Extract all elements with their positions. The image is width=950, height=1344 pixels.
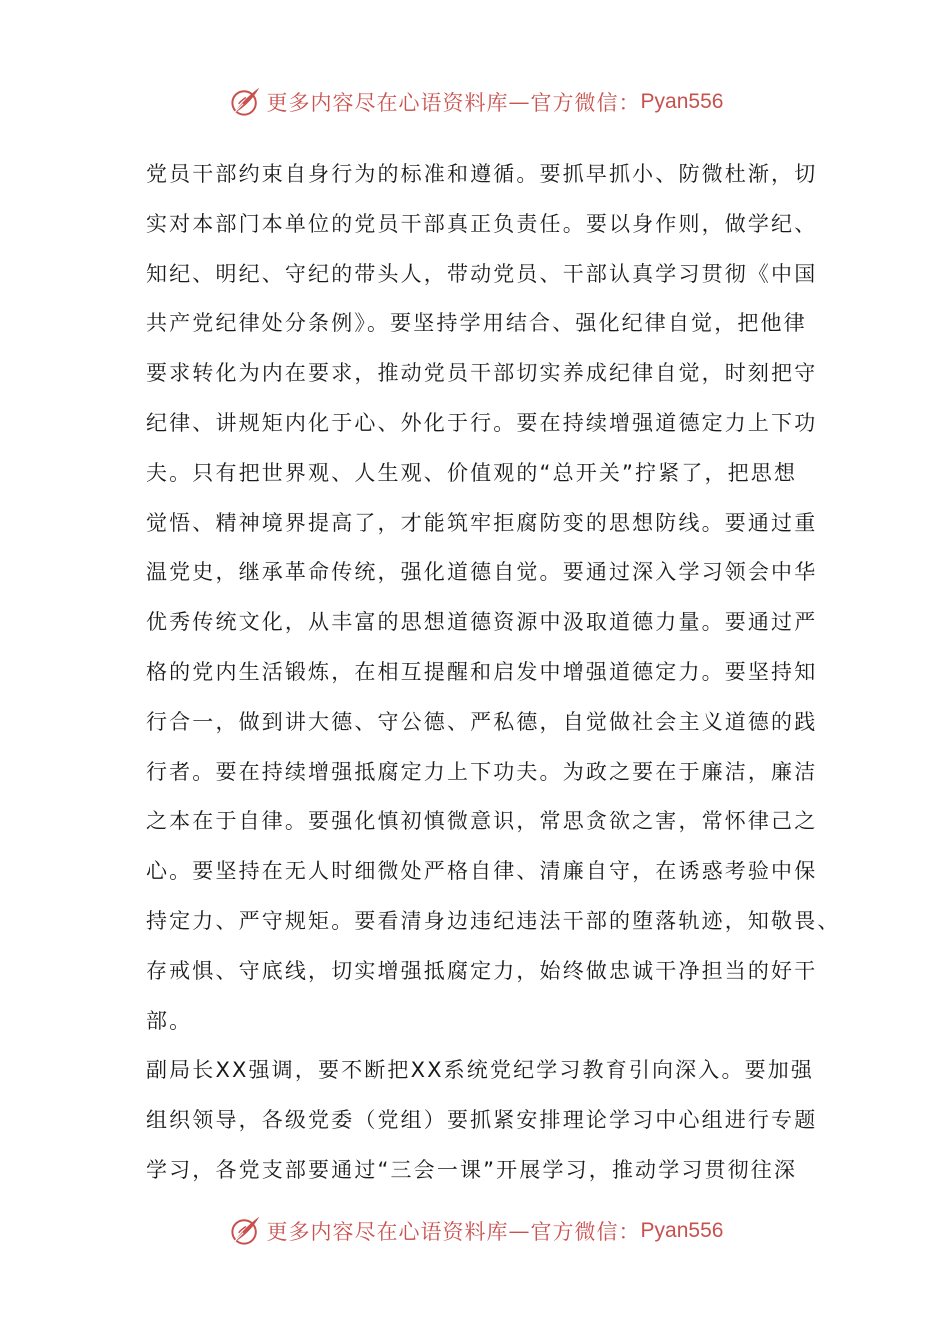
text-line: 党员干部约束自身行为的标准和遵循。要抓早抓小、防微杜渐，切 [146, 162, 818, 186]
text-line: 温党史，继承革命传统，强化道德自觉。要通过深入学习领会中华 [146, 560, 818, 585]
text-line: 共产党纪律处分条例》。要坚持学用结合、强化纪律自觉，把他律 [146, 311, 807, 336]
watermark-wechat-id: Pyan556 [640, 1219, 724, 1242]
text-line: 学习，各党支部要通过“三会一课”开展学习，推动学习贯彻往深 [146, 1157, 798, 1182]
watermark-label: 官方微信： [530, 91, 641, 115]
text-line: 实对本部门本单位的党员干部真正负责任。要以身作则，做学纪、 [146, 211, 818, 236]
text-line: 副局长XX强调，要不断把XX系统党纪学习教育引向深入。要加强 [146, 1058, 815, 1083]
header-watermark [0, 82, 950, 122]
body-text [146, 150, 841, 1196]
text-line: 组织领导，各级党委（党组）要抓紧安排理论学习中心组进行专题 [146, 1108, 818, 1133]
text-line: 纪律、讲规矩内化于心、外化于行。要在持续增强道德定力上下功 [146, 410, 818, 435]
text-line: 格的党内生活锻炼，在相互提醒和启发中增强道德定力。要坚持知 [146, 659, 818, 684]
watermark-label: 官方微信： [530, 1220, 641, 1244]
text-line: 要求转化为内在要求，推动党员干部切实养成纪律自觉，时刻把守 [146, 361, 818, 386]
text-line: 之本在于自律。要强化慎初慎微意识，常思贪欲之害，常怀律己之 [146, 809, 818, 834]
text-line: 存戒惧、守底线，切实增强抵腐定力，始终做忠诚干净担当的好干 [146, 958, 818, 983]
quill-pen-logo-icon [227, 84, 263, 120]
text-line: 夫。只有把世界观、人生观、价值观的“总开关”拧紧了，把思想 [146, 460, 798, 485]
watermark-wechat-id: Pyan556 [640, 90, 724, 113]
watermark-dash: — [508, 90, 531, 114]
footer-watermark [0, 1211, 950, 1251]
text-line: 持定力、严守规矩。要看清身边违纪违法干部的堕落轨迹，知敬畏、 [146, 908, 841, 933]
watermark-site-text: 更多内容尽在心语资料库 [266, 1220, 509, 1244]
text-line: 行合一，做到讲大德、守公德、严私德，自觉做社会主义道德的践 [146, 709, 818, 734]
quill-pen-logo-icon [227, 1213, 263, 1249]
watermark-dash: — [508, 1219, 531, 1243]
text-line: 部。 [146, 1008, 193, 1033]
text-line: 知纪、明纪、守纪的带头人，带动党员、干部认真学习贯彻《中国 [146, 261, 818, 286]
watermark-site-text: 更多内容尽在心语资料库 [266, 91, 509, 115]
text-line: 优秀传统文化，从丰富的思想道德资源中汲取道德力量。要通过严 [146, 610, 818, 635]
text-line: 心。要坚持在无人时细微处严格自律、清廉自守，在诱惑考验中保 [146, 859, 818, 884]
text-line: 行者。要在持续增强抵腐定力上下功夫。为政之要在于廉洁，廉洁 [146, 759, 818, 784]
text-line: 觉悟、精神境界提高了，才能筑牢拒腐防变的思想防线。要通过重 [146, 510, 818, 535]
